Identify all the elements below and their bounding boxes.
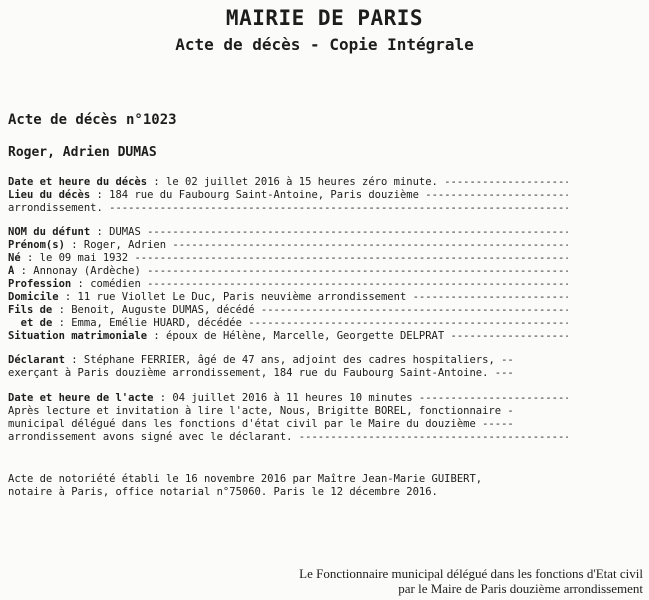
nom-line: NOM du défunt : DUMAS ----- xyxy=(8,226,568,239)
profession-label: Profession xyxy=(8,278,72,290)
domicile-label: Domicile xyxy=(8,291,59,303)
et-de-label: et de xyxy=(20,317,53,329)
footer-line1: Le Fonctionnaire municipal délégué dans les fonctions d'Etat civil xyxy=(299,566,643,581)
footer-line2: par le Maire de Paris douzième arrondissement xyxy=(398,581,643,596)
declarant-label: Déclarant xyxy=(8,354,65,366)
prenom-line: Prénom(s) : Roger, Adrien ----- xyxy=(8,239,568,252)
signature-footer xyxy=(299,566,643,596)
death-place-value: 184 rue du Faubourg Saint-Antoine, Paris douzième xyxy=(109,189,419,201)
declarant-line2: exerçant à Paris douzième arrondissement, 184 rue du Faubourg Saint-Antoine. --- xyxy=(8,367,514,379)
death-place-value-cont: arrondissement. xyxy=(8,202,103,214)
act-date-value: 04 juillet 2016 à 11 heures 10 minutes xyxy=(172,392,413,404)
a-value: Annonay (Ardèche) xyxy=(33,265,141,277)
a-label: À xyxy=(8,265,15,277)
nom-value: DUMAS xyxy=(109,226,141,238)
page-title: MAIRIE DE PARIS xyxy=(225,6,424,30)
profession-line: Profession : comédien ----- xyxy=(8,278,568,291)
domicile-value: 11 rue Viollet Le Duc, Paris neuvième arrondissement xyxy=(77,291,407,303)
ne-value: le 09 mai 1932 xyxy=(39,252,129,264)
notoriety-line1: Acte de notoriété établi le 16 novembre 2016 par Maître Jean-Marie GUIBERT, xyxy=(8,473,483,485)
et-de-line: et de : Emma, Emélie HUARD, décédée ----- xyxy=(8,317,568,330)
act-date-label: Date et heure de l'acte xyxy=(8,392,154,404)
death-place-line: Lieu du décès : 184 rue du Faubourg Saint-Antoine, Paris douzième ----- xyxy=(8,189,568,202)
act-date-line: Date et heure de l'acte : 04 juillet 2016 à 11 heures 10 minutes ----- xyxy=(8,392,568,405)
nom-label: NOM du défunt xyxy=(8,226,91,238)
situation-label: Situation matrimoniale xyxy=(8,330,148,342)
declarant-line1: Stéphane FERRIER, âgé de 47 ans, adjoint des cadres hospitaliers, -- xyxy=(83,354,514,366)
deceased-full-name: Roger, Adrien DUMAS xyxy=(8,145,157,160)
death-place-cont-line xyxy=(8,202,568,215)
domicile-line: Domicile : 11 rue Viollet Le Duc, Paris neuvième arrondissement ----- xyxy=(8,291,568,304)
fils-label: Fils de xyxy=(8,304,53,316)
ne-label: Né xyxy=(8,252,21,264)
death-date-value: le 02 juillet 2016 à 15 heures zéro minute. xyxy=(166,176,438,188)
death-place-label: Lieu du décès xyxy=(8,189,91,201)
ne-line: Né : le 09 mai 1932 ----- xyxy=(8,252,568,265)
prenom-label: Prénom(s) xyxy=(8,239,65,251)
declarant-line: Déclarant : Stéphane FERRIER, âgé de 47 ans, adjoint des cadres hospitaliers, -- xyxy=(8,354,514,366)
notoriety-line2: notaire à Paris, office notarial n°75060. Paris le 12 décembre 2016. xyxy=(8,486,438,498)
death-date-label: Date et heure du décès xyxy=(8,176,148,188)
act-line4: arrondissement avons signé avec le déclarant. xyxy=(8,431,293,443)
et-de-value: Emma, Emélie HUARD, décédée xyxy=(71,317,242,329)
fils-line: Fils de : Benoit, Auguste DUMAS, décédé ----- xyxy=(8,304,568,317)
act-line3: municipal délégué dans les fonctions d'état civil par le Maire du douzième ----- xyxy=(8,418,514,430)
page-subtitle: Acte de décès - Copie Intégrale xyxy=(175,35,474,54)
situation-line: Situation matrimoniale : époux de Hélène, Marcelle, Georgette DELPRAT ----- xyxy=(8,330,568,343)
act-line2: Après lecture et invitation à lire l'acte, Nous, Brigitte BOREL, fonctionnaire - xyxy=(8,405,514,417)
a-line: À : Annonay (Ardèche) ----- xyxy=(8,265,568,278)
profession-value: comédien xyxy=(90,278,141,290)
death-date-line: Date et heure du décès : le 02 juillet 2016 à 15 heures zéro minute. ----- xyxy=(8,176,568,189)
act-number: Acte de décès n°1023 xyxy=(8,112,177,128)
situation-value: époux de Hélène, Marcelle, Georgette DELPRAT xyxy=(166,330,445,342)
fils-value: Benoit, Auguste DUMAS, décédé xyxy=(71,304,255,316)
act-line4-wrap xyxy=(8,431,568,444)
prenom-value: Roger, Adrien xyxy=(83,239,167,251)
